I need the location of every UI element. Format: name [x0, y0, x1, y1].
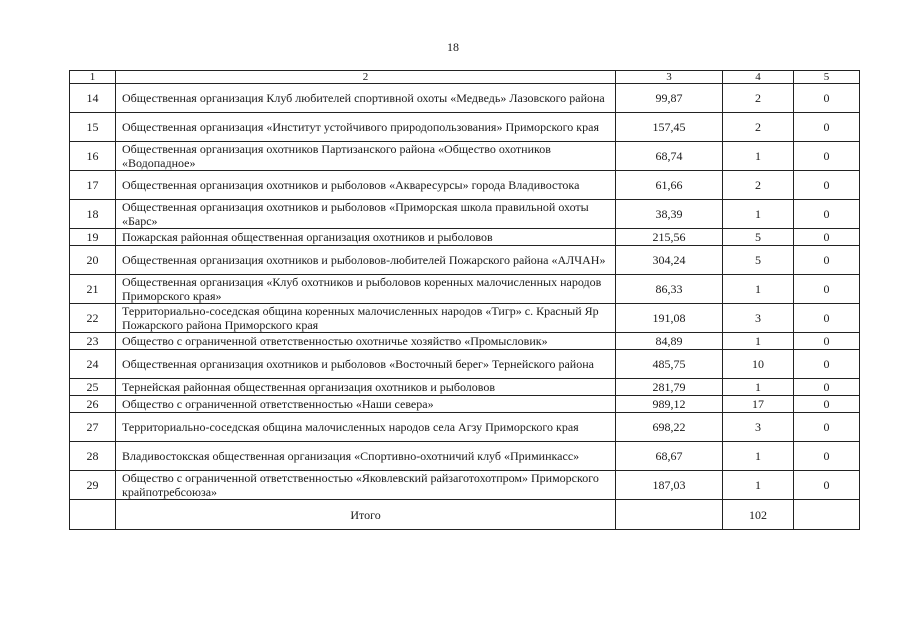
column-4-value: 1: [723, 379, 794, 396]
organization-name: Территориально-соседская община коренных малочисленных народов «Тигр» с. Красный Яр Пожарского района Приморского края: [116, 304, 616, 333]
table-row: [70, 84, 860, 113]
column-5-value: 0: [794, 171, 860, 200]
row-number: 24: [70, 350, 116, 379]
header-cell: 1: [70, 71, 116, 84]
organization-name: Общество с ограниченной ответственностью «Наши севера»: [116, 396, 616, 413]
header-cell: 5: [794, 71, 860, 84]
row-number: 28: [70, 442, 116, 471]
column-4-value: 10: [723, 350, 794, 379]
total-column-4: 102: [723, 500, 794, 530]
row-number: 14: [70, 84, 116, 113]
area-value: 989,12: [616, 396, 723, 413]
column-5-value: 0: [794, 113, 860, 142]
column-4-value: 1: [723, 275, 794, 304]
organization-name: Общественная организация охотников и рыболовов «Восточный берег» Тернейского района: [116, 350, 616, 379]
table-row: [70, 333, 860, 350]
table-row: [70, 379, 860, 396]
total-empty-cell: [70, 500, 116, 530]
area-value: 99,87: [616, 84, 723, 113]
row-number: 19: [70, 229, 116, 246]
row-number: 25: [70, 379, 116, 396]
row-number: 20: [70, 246, 116, 275]
table-row: [70, 229, 860, 246]
table-row: [70, 171, 860, 200]
column-5-value: 0: [794, 471, 860, 500]
column-4-value: 5: [723, 229, 794, 246]
organization-name: Общественная организация охотников и рыболовов «Приморская школа правильной охоты «Барс»: [116, 200, 616, 229]
row-number: 18: [70, 200, 116, 229]
organization-name: Общество с ограниченной ответственностью охотничье хозяйство «Промысловик»: [116, 333, 616, 350]
area-value: 68,74: [616, 142, 723, 171]
area-value: 86,33: [616, 275, 723, 304]
table-row: [70, 396, 860, 413]
row-number: 22: [70, 304, 116, 333]
organization-name: Общественная организация охотников Партизанского района «Общество охотников «Водопадное»: [116, 142, 616, 171]
area-value: 281,79: [616, 379, 723, 396]
row-number: 16: [70, 142, 116, 171]
table-row: [70, 350, 860, 379]
organization-name: Территориально-соседская община малочисленных народов села Агзу Приморского края: [116, 413, 616, 442]
row-number: 29: [70, 471, 116, 500]
page-number: 18: [447, 40, 459, 54]
column-5-value: 0: [794, 229, 860, 246]
table-row: [70, 142, 860, 171]
table-row: [70, 471, 860, 500]
table-row: [70, 200, 860, 229]
header-cell: 3: [616, 71, 723, 84]
area-value: 157,45: [616, 113, 723, 142]
column-5-value: 0: [794, 350, 860, 379]
header-cell: 2: [116, 71, 616, 84]
column-5-value: 0: [794, 84, 860, 113]
row-number: 15: [70, 113, 116, 142]
area-value: 304,24: [616, 246, 723, 275]
table-row: [70, 246, 860, 275]
column-4-value: 1: [723, 333, 794, 350]
column-5-value: 0: [794, 304, 860, 333]
organization-name: Общественная организация «Институт устойчивого природопользования» Приморского края: [116, 113, 616, 142]
column-5-value: 0: [794, 142, 860, 171]
row-number: 21: [70, 275, 116, 304]
column-5-value: 0: [794, 413, 860, 442]
column-5-value: 0: [794, 200, 860, 229]
column-4-value: 3: [723, 413, 794, 442]
area-value: 68,67: [616, 442, 723, 471]
total-label: Итого: [116, 500, 616, 530]
column-4-value: 17: [723, 396, 794, 413]
organization-name: Общественная организация Клуб любителей спортивной охоты «Медведь» Лазовского района: [116, 84, 616, 113]
column-5-value: 0: [794, 275, 860, 304]
column-5-value: 0: [794, 396, 860, 413]
row-number: 17: [70, 171, 116, 200]
area-value: 84,89: [616, 333, 723, 350]
column-5-value: 0: [794, 333, 860, 350]
column-4-value: 1: [723, 442, 794, 471]
column-4-value: 3: [723, 304, 794, 333]
area-value: 191,08: [616, 304, 723, 333]
area-value: 187,03: [616, 471, 723, 500]
row-number: 23: [70, 333, 116, 350]
organization-name: Общественная организация охотников и рыболовов-любителей Пожарского района «АЛЧАН»: [116, 246, 616, 275]
column-4-value: 5: [723, 246, 794, 275]
column-4-value: 1: [723, 142, 794, 171]
column-4-value: 1: [723, 200, 794, 229]
table-row: [70, 442, 860, 471]
header-cell: 4: [723, 71, 794, 84]
column-5-value: 0: [794, 442, 860, 471]
organization-name: Общественная организация охотников и рыболовов «Акваресурсы» города Владивостока: [116, 171, 616, 200]
column-5-value: 0: [794, 379, 860, 396]
organization-name: Общество с ограниченной ответственностью «Яковлевский райзаготохотпром» Приморского крайпотребсоюза»: [116, 471, 616, 500]
organization-name: Тернейская районная общественная организация охотников и рыболовов: [116, 379, 616, 396]
area-value: 38,39: [616, 200, 723, 229]
total-empty-cell: [616, 500, 723, 530]
row-number: 27: [70, 413, 116, 442]
table-row: [70, 275, 860, 304]
total-empty-cell: [794, 500, 860, 530]
area-value: 698,22: [616, 413, 723, 442]
column-5-value: 0: [794, 246, 860, 275]
organization-name: Владивостокская общественная организация «Спортивно-охотничий клуб «Приминкасс»: [116, 442, 616, 471]
hunting-grounds-table: [69, 70, 860, 530]
column-4-value: 2: [723, 113, 794, 142]
table-row: [70, 304, 860, 333]
table-row: [70, 413, 860, 442]
organization-name: Общественная организация «Клуб охотников и рыболовов коренных малочисленных народов Приморского края»: [116, 275, 616, 304]
header-row: [70, 71, 860, 84]
organization-name: Пожарская районная общественная организация охотников и рыболовов: [116, 229, 616, 246]
column-4-value: 2: [723, 84, 794, 113]
area-value: 61,66: [616, 171, 723, 200]
row-number: 26: [70, 396, 116, 413]
column-4-value: 1: [723, 471, 794, 500]
table-row: [70, 113, 860, 142]
total-row: [70, 500, 860, 530]
area-value: 485,75: [616, 350, 723, 379]
area-value: 215,56: [616, 229, 723, 246]
column-4-value: 2: [723, 171, 794, 200]
